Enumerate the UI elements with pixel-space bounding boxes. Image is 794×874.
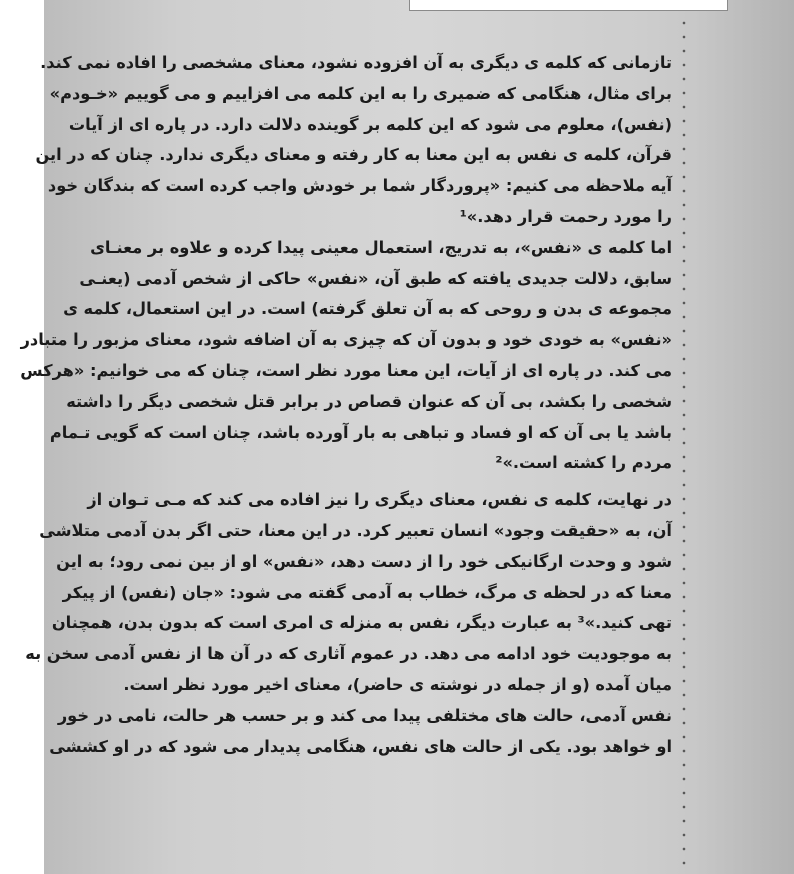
- text-line: شخصی را بکشد، بی آن که عنوان قصاص در برابر قتل شخصی دیگر را داشته: [66, 391, 672, 411]
- text-line: «نفس» به خودی خود و بدون آن که چیزی به آن اضافه شود، معنای مزبور را متبادر: [20, 330, 672, 350]
- text-line: آیه ملاحظه می کنیم: «پروردگار شما بر خودش واجب کرده است که بندگان خود: [47, 176, 672, 196]
- text-line: به موجودیت خود ادامه می دهد. در عموم آثاری که در آن ها از نفس آدمی سخن به: [25, 644, 672, 664]
- text-line: تازمانی که کلمه ی دیگری به آن افزوده نشود، معنای مشخصی را افاده نمی کند.: [40, 53, 672, 72]
- page-shadow: [694, 0, 794, 874]
- paragraph-2: [20, 233, 672, 479]
- text-line: قرآن، کلمه ی نفس به این معنا به کار رفته و معنای دیگری ندارد. چنان که در این: [35, 145, 672, 165]
- top-overlay-box: [409, 0, 728, 11]
- text-line: آن، به «حقیقت وجود» انسان تعبیر کرد. در این معنا، حتی اگر بدن آدمی متلاشی: [39, 520, 672, 540]
- text-line: برای مثال، هنگامی که ضمیری را به این کلمه می افزاییم و می گوییم «خـودم»: [49, 83, 672, 103]
- text-line: معنا که در لحظه ی مرگ، خطاب به آدمی گفته می شود: «جان (نفس) از پیکر: [62, 582, 672, 602]
- text-line: سابق، دلالت جدیدی یافته که طبق آن، «نفس» حاکی از شخص آدمی (یعنـی: [79, 268, 672, 288]
- scan-left-margin: [0, 0, 44, 874]
- text-line: در نهایت، کلمه ی نفس، معنای دیگری را نیز افاده می کند که مـی تـوان از: [87, 490, 672, 510]
- text-line: میان آمده (و از جمله در نوشته ی حاضر)، معنای اخیر مورد نظر است.: [123, 674, 672, 694]
- paragraph-4: [49, 701, 672, 763]
- text-line: (نفس)، معلوم می شود که این کلمه بر گوینده دلالت دارد. در پاره ای از آیات: [68, 114, 672, 134]
- text-line: می کند. در پاره ای از آیات، این معنا مورد نظر است، چنان که می خوانیم: «هرکس: [20, 360, 672, 380]
- text-line: را مورد رحمت قرار دهد.»¹: [459, 206, 672, 226]
- text-line: اما کلمه ی «نفس»، به تدریج، استعمال معینی پیدا کرده و علاوه بر معنـای: [90, 237, 672, 257]
- text-line: مردم را کشته است.»²: [495, 453, 672, 473]
- binding-dots: [682, 16, 686, 874]
- text-line: تهی کنید.»³ به عبارت دیگر، نفس به منزله ی امری است که بدون بدن، همچنان: [51, 613, 672, 633]
- paragraph-1: [35, 48, 672, 233]
- text-line: او خواهد بود. یکی از حالت های نفس، هنگامی پدیدار می شود که در او کششی: [49, 736, 672, 756]
- text-line: نفس آدمی، حالت های مختلفی پیدا می کند و بر حسب هر حالت، نامی در خور: [57, 705, 672, 725]
- text-line: باشد یا بی آن که او فساد و تباهی به بار آورده باشد، چنان است که گویی تـمام: [49, 422, 672, 442]
- paragraph-3: [25, 485, 672, 701]
- page-text: [20, 48, 672, 762]
- text-line: مجموعه ی بدن و روحی که به آن تعلق گرفته) است. در این استعمال، کلمه ی: [63, 299, 672, 319]
- text-line: شود و وحدت ارگانیکی خود را از دست دهد، «نفس» او از بین نمی رود؛ به این: [56, 551, 672, 571]
